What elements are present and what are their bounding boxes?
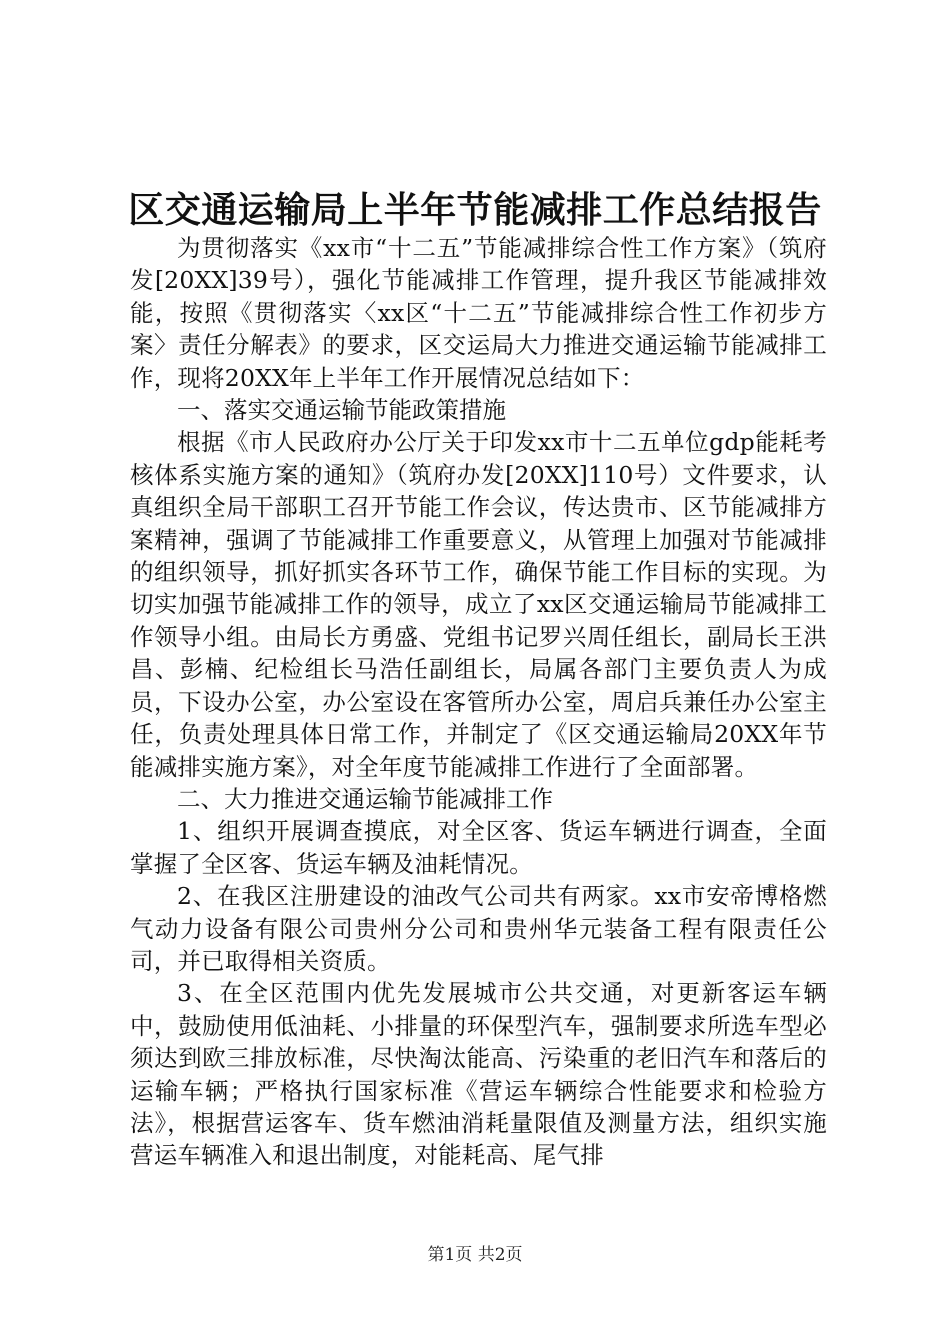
section-1-paragraph: 根据《市人民政府办公厅关于印发xx市十二五单位gdp能耗考核体系实施方案的通知》（筑府办发[20XX]110号）文件要求，认真组织全局干部职工召开节能工作会议，传达贵市、区节能减排方案精神，强调了节能减排工作重要意义，从管理上加强对节能减排的组织领导，抓好抓实各环节工作，确保节能工作目标的实现。为切实加强节能减排工作的领导，成立了xx区交通运输局节能减排工作领导小组。由局长方勇盛、党组书记罗兴周任组长，副局长王洪昌、彭楠、纪检组长马浩任副组长，局属各部门主要负责人为成员，下设办公室，办公室设在客管所办公室，周启兵兼任办公室主任，负责处理具体日常工作，并制定了《区交通运输局20XX年节能减排实施方案》，对全年度节能减排工作进行了全面部署。 [130, 428, 827, 781]
page-number-footer: 第1页 共2页 [427, 1245, 523, 1265]
section-2-item-2: 2、在我区注册建设的油改气公司共有两家。xx市安帝博格燃气动力设备有限公司贵州分公司和贵州华元装备工程有限责任公司，并已取得相关资质。 [130, 882, 827, 975]
section-1-heading: 一、落实交通运输节能政策措施 [177, 396, 506, 425]
document-body [130, 232, 827, 1172]
section-2-item-3: 3、在全区范围内优先发展城市公共交通，对更新客运车辆中，鼓励使用低油耗、小排量的环保型汽车，强制要求所选车型必须达到欧三排放标准，尽快淘汰能高、污染重的老旧汽车和落后的运输车辆；严格执行国家标准《营运车辆综合性能要求和检验方法》，根据营运客车、货车燃油消耗量限值及测量方法，组织实施营运车辆准入和退出制度，对能耗高、尾气排 [130, 979, 827, 1170]
document-title: 区交通运输局上半年节能减排工作总结报告 [128, 189, 822, 231]
intro-paragraph: 为贯彻落实《xx市“十二五”节能减排综合性工作方案》（筑府发[20XX]39号），强化节能减排工作管理，提升我区节能减排效能，按照《贯彻落实〈xx区“十二五”节能减排综合性工作初步方案〉责任分解表》的要求，区交运局大力推进交通运输节能减排工作，现将20XX年上半年工作开展情况总结如下： [130, 234, 827, 392]
section-2-item-1: 1、组织开展调查摸底，对全区客、货运车辆进行调查，全面掌握了全区客、货运车辆及油耗情况。 [130, 817, 827, 878]
section-2-heading: 二、大力推进交通运输节能减排工作 [177, 784, 553, 813]
